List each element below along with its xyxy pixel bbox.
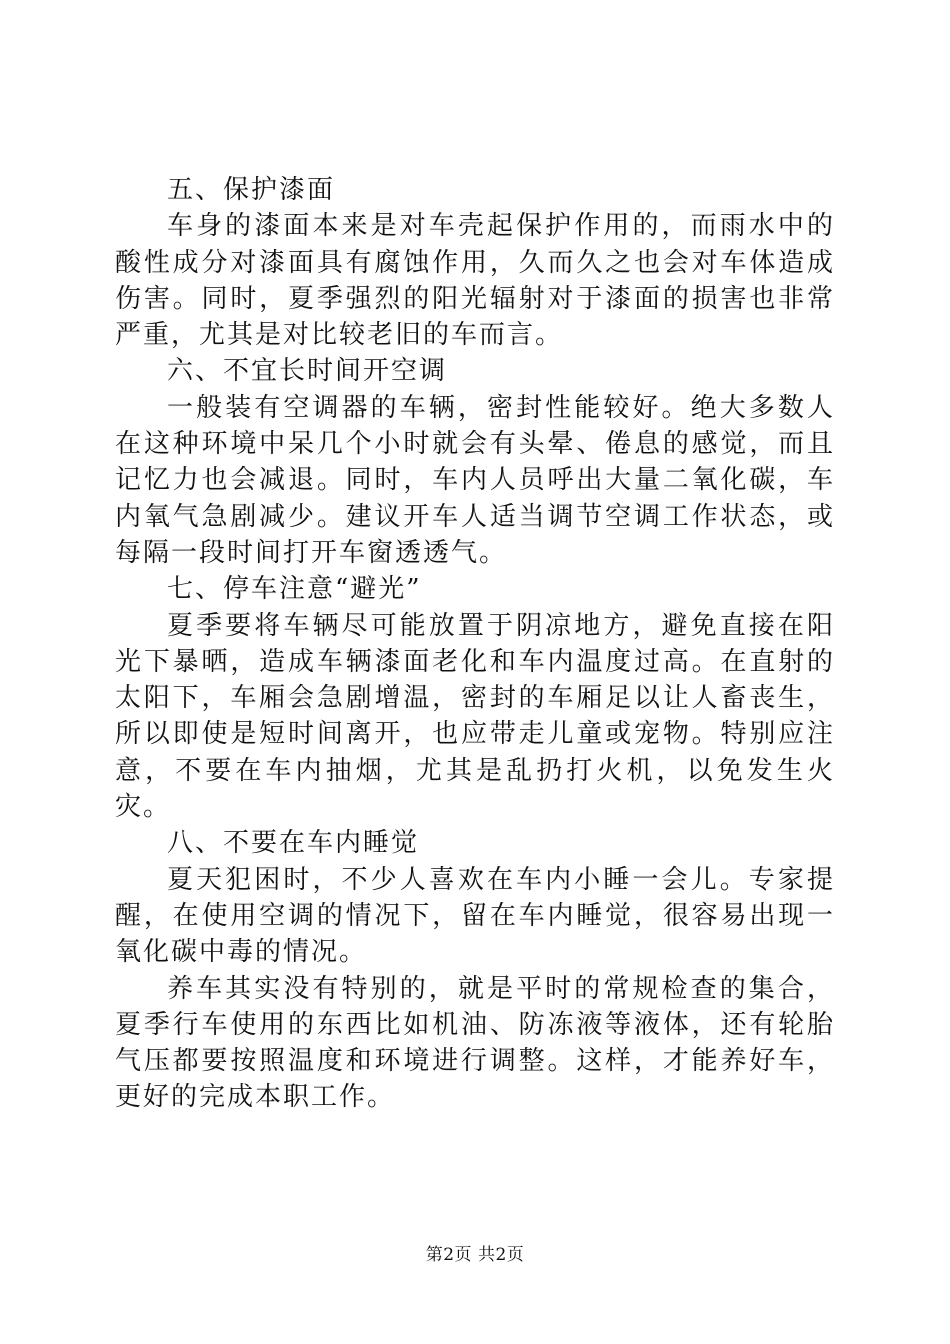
- paragraph-air-conditioning: 一般装有空调器的车辆，密封性能较好。绝大多数人在这种环境中呆几个小时就会有头晕、倦息的感觉，而且记忆力也会减退。同时，车内人员呼出大量二氧化碳，车内氧气急剧减少。建议开车人适当调节空调工作状态，或每隔一段时间打开车窗透透气。: [115, 392, 835, 568]
- section-heading-no-sleeping: 八、不要在车内睡觉: [167, 828, 420, 859]
- document-body: [115, 172, 835, 1116]
- paragraph-parking-shade: 夏季要将车辆尽可能放置于阴凉地方，避免直接在阳光下暴晒，造成车辆漆面老化和车内温度过高。在直射的太阳下，车厢会急剧增温，密封的车厢足以让人畜丧生，所以即使是短时间离开，也应带走儿童或宠物。特别应注意，不要在车内抽烟，尤其是乱扔打火机，以免发生火灾。: [115, 610, 835, 823]
- paragraph-conclusion: 养车其实没有特别的，就是平时的常规检查的集合，夏季行车使用的东西比如机油、防冻液等液体，还有轮胎气压都要按照温度和环境进行调整。这样，才能养好车，更好的完成本职工作。: [115, 973, 835, 1113]
- section-heading-protect-paint: 五、保护漆面: [167, 175, 336, 205]
- section-heading-parking-shade: 七、停车注意“避光”: [167, 574, 422, 605]
- paragraph-no-sleeping: 夏天犯困时，不少人喜欢在车内小睡一会儿。专家提醒，在使用空调的情况下，留在车内睡觉，很容易出现一氧化碳中毒的情况。: [115, 864, 835, 968]
- section-heading-air-conditioning: 六、不宜长时间开空调: [167, 356, 448, 387]
- page-footer: 第2页 共2页: [425, 1245, 525, 1265]
- paragraph-protect-paint: 车身的漆面本来是对车壳起保护作用的，而雨水中的酸性成分对漆面具有腐蚀作用，久而久之也会对车体造成伤害。同时，夏季强烈的阳光辐射对于漆面的损害也非常严重，尤其是对比较老旧的车而言。: [115, 211, 835, 351]
